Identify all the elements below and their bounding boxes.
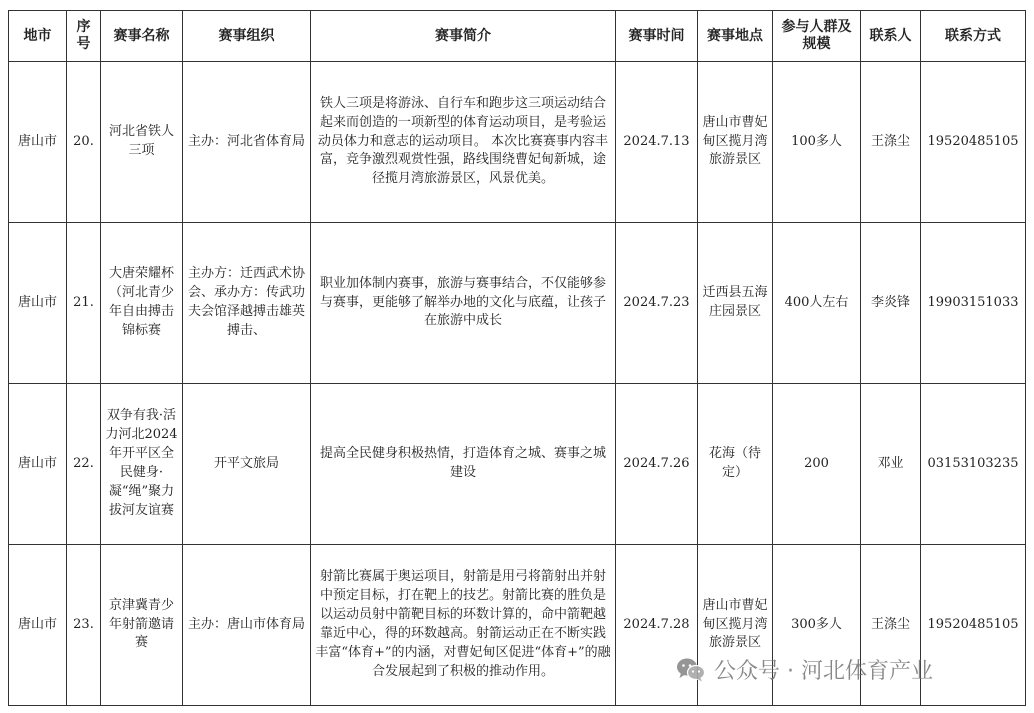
cell-index: 20. (67, 62, 101, 223)
cell-contact: 李炎锋 (861, 223, 921, 384)
cell-city: 唐山市 (9, 223, 67, 384)
header-intro: 赛事简介 (311, 11, 616, 62)
cell-scale: 100多人 (773, 62, 861, 223)
events-table (8, 10, 1026, 706)
cell-scale: 300多人 (773, 545, 861, 706)
cell-phone: 19520485105 (921, 62, 1026, 223)
cell-intro: 提高全民健身积极热情，打造体育之城、赛事之城建设 (311, 384, 616, 545)
wechat-icon (676, 657, 706, 683)
cell-contact: 王涤尘 (861, 545, 921, 706)
cell-name: 河北省铁人三项 (101, 62, 183, 223)
cell-city: 唐山市 (9, 384, 67, 545)
header-org: 赛事组织 (183, 11, 311, 62)
cell-index: 23. (67, 545, 101, 706)
cell-name: 大唐荣耀杯（河北青少年自由搏击锦标赛 (101, 223, 183, 384)
cell-date: 2024.7.13 (616, 62, 698, 223)
cell-phone: 03153103235 (921, 384, 1026, 545)
table-row (9, 62, 1026, 223)
cell-org: 主办：河北省体育局 (183, 62, 311, 223)
header-name: 赛事名称 (101, 11, 183, 62)
cell-org: 主办方：迁西武术协会、承办方：传武功夫会馆泽越搏击雄英搏击、 (183, 223, 311, 384)
cell-intro: 射箭比赛属于奥运项目，射箭是用弓将箭射出并射中预定目标，打在靶上的技艺。射箭比赛的胜负是以运动员射中箭靶目标的环数计算的，命中箭靶越靠近中心，得的环数越高。射箭运动正在不断实践丰富“体育+”的内涵，对曹妃甸区促进“体育+”的融合发展起到了积极的推动作用。 (311, 545, 616, 706)
wechat-watermark (676, 654, 933, 685)
header-contact: 联系人 (861, 11, 921, 62)
cell-org: 开平文旅局 (183, 384, 311, 545)
cell-date: 2024.7.28 (616, 545, 698, 706)
cell-date: 2024.7.23 (616, 223, 698, 384)
cell-location: 迁西县五海庄园景区 (698, 223, 773, 384)
cell-city: 唐山市 (9, 62, 67, 223)
header-phone: 联系方式 (921, 11, 1026, 62)
cell-index: 22. (67, 384, 101, 545)
cell-index: 21. (67, 223, 101, 384)
header-location: 赛事地点 (698, 11, 773, 62)
cell-location: 花海（待定） (698, 384, 773, 545)
header-scale: 参与人群及规模 (773, 11, 861, 62)
cell-location: 唐山市曹妃甸区揽月湾旅游景区 (698, 62, 773, 223)
table-row (9, 384, 1026, 545)
cell-intro: 铁人三项是将游泳、自行车和跑步这三项运动结合起来而创造的一项新型的体育运动项目，是考验运动员体力和意志的运动项目。 本次比赛赛事内容丰富，竞争激烈观赏性强，路线围绕曹妃甸新城，途径揽月湾旅游景区，风景优美。 (311, 62, 616, 223)
header-row (9, 11, 1026, 62)
cell-city: 唐山市 (9, 545, 67, 706)
cell-contact: 王涤尘 (861, 62, 921, 223)
cell-phone: 19903151033 (921, 223, 1026, 384)
cell-phone: 19520485105 (921, 545, 1026, 706)
cell-name: 京津冀青少年射箭邀请赛 (101, 545, 183, 706)
cell-date: 2024.7.26 (616, 384, 698, 545)
header-city: 地市 (9, 11, 67, 62)
cell-location: 唐山市曹妃甸区揽月湾旅游景区 (698, 545, 773, 706)
cell-scale: 200 (773, 384, 861, 545)
cell-intro: 职业加体制内赛事，旅游与赛事结合，不仅能够参与赛事，更能够了解举办地的文化与底蕴，让孩子在旅游中成长 (311, 223, 616, 384)
header-index: 序号 (67, 11, 101, 62)
watermark-text: 公众号 · 河北体育产业 (714, 659, 933, 684)
header-date: 赛事时间 (616, 11, 698, 62)
cell-contact: 邓业 (861, 384, 921, 545)
cell-scale: 400人左右 (773, 223, 861, 384)
cell-org: 主办：唐山市体育局 (183, 545, 311, 706)
cell-name: 双争有我·活力河北2024年开平区全民健身·凝“绳”聚力拔河友谊赛 (101, 384, 183, 545)
table-row (9, 223, 1026, 384)
